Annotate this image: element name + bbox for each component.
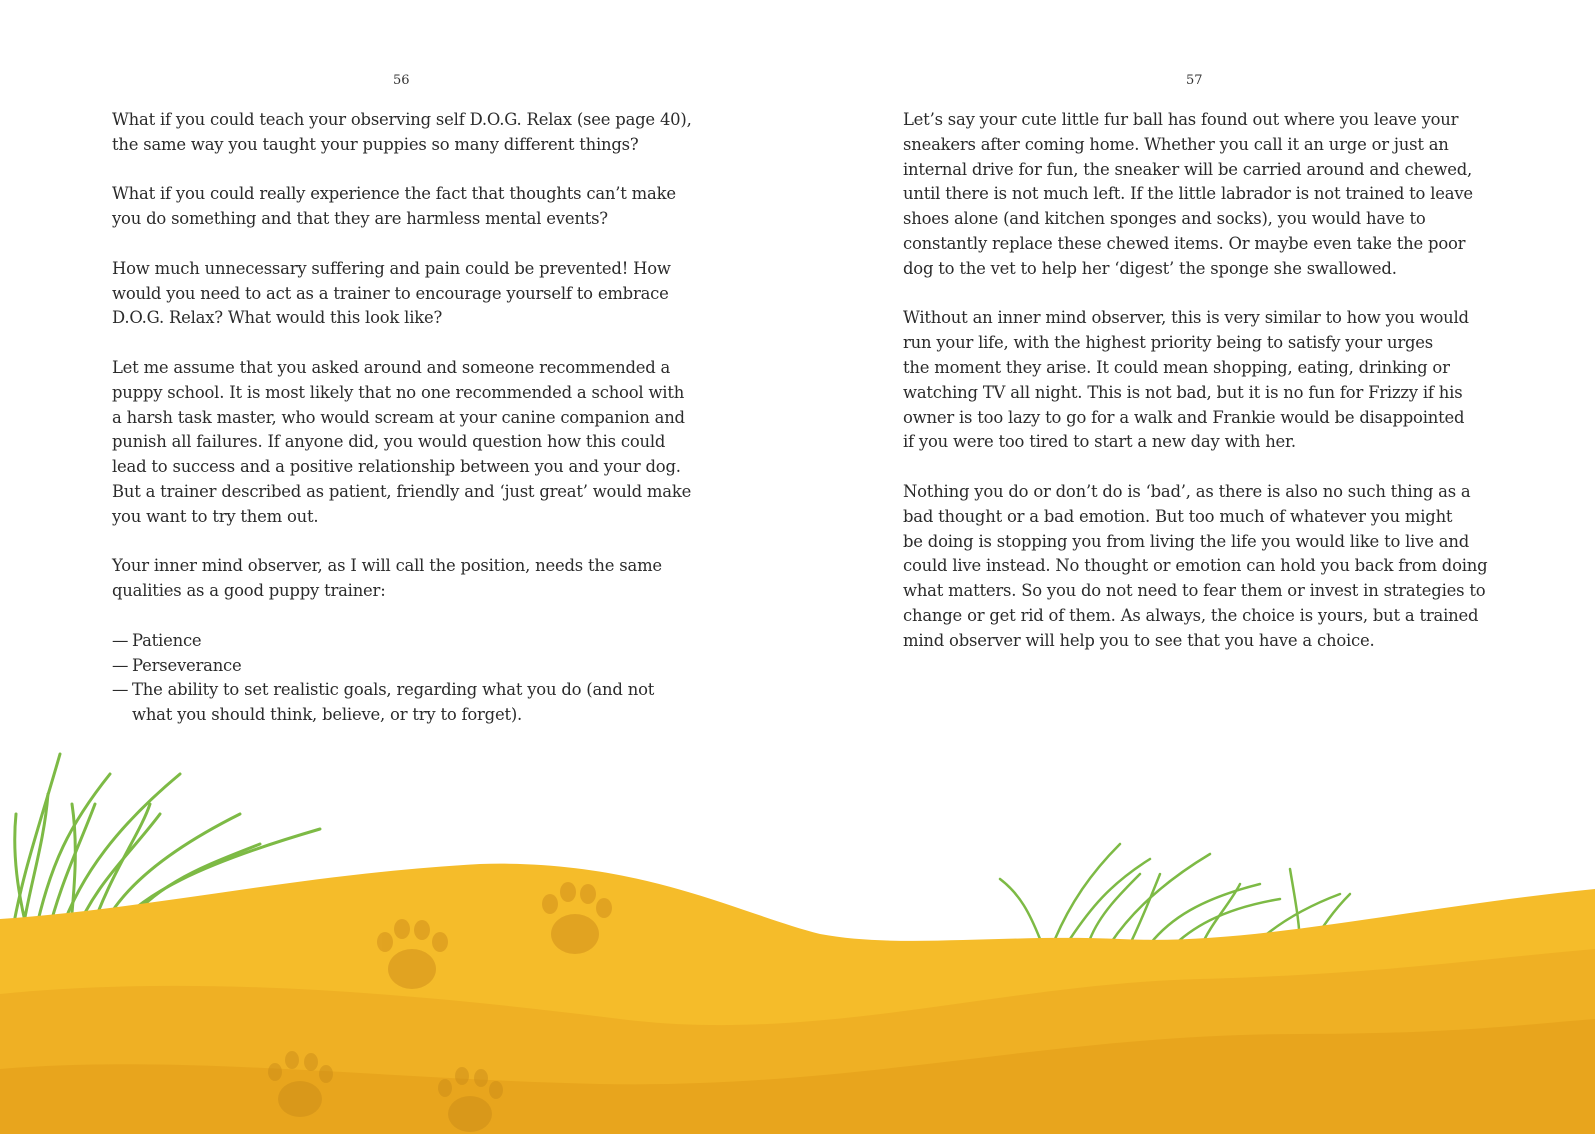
paragraph: How much unnecessary suffering and pain could be prevented! How would you need to act as a trainer to encourage yourself to embrace D.O.G. Relax? What would this look like? — [112, 258, 671, 328]
left-page-text — [112, 108, 697, 728]
paragraph: What if you could teach your observing self D.O.G. Relax (see page 40), the same way you taught your puppies so many different things? — [112, 110, 692, 154]
right-page-text — [903, 108, 1488, 678]
qualities-list — [112, 629, 697, 728]
paragraph: Without an inner mind observer, this is very similar to how you would run your life, with the highest priority being to satisfy your urges the moment they arise. It could mean shopping, eating, drinking or watching TV all night. This is not bad, but it is no fun for Frizzy if his owner is too lazy to go for a walk and Frankie would be disappointed if you were too tired to start a new day with her. — [903, 308, 1469, 452]
page-number-left: 56 — [393, 73, 410, 88]
sand-dune-illustration — [0, 734, 1595, 1134]
paragraph: Nothing you do or don’t do is ‘bad’, as there is also no such thing as a bad thought or a bad emotion. But too much of whatever you might be doing is stopping you from living the life you would like to live and could live instead. No thought or emotion can hold you back from doing what matters. So you do not need to fear them or invest in strategies to change or get rid of them. As always, the choice is yours, but a trained mind observer will help you to see that you have a choice. — [903, 481, 1488, 650]
paragraph: Let’s say your cute little fur ball has found out where you leave your sneakers after coming home. Whether you call it an urge or just an internal drive for fun, the sneaker will be carried around and chewed, until there is not much left. If the little labrador is not trained to leave shoes alone (and kitchen sponges and socks), you would have to constantly replace these chewed items. Or maybe even take the poor dog to the vet to help her ‘digest’ the sponge she swallowed. — [903, 110, 1473, 278]
paragraph: Let me assume that you asked around and someone recommended a puppy school. It is most likely that no one recommended a school with a harsh task master, who would scream at your canine companion and punish all failures. If anyone did, you would question how this could lead to success and a positive relationship between you and your dog. But a trainer described as patient, friendly and ‘just great’ would make you want to try them out. — [112, 357, 692, 526]
paragraph: What if you could really experience the fact that thoughts can’t make you do something and that they are harmless mental events? — [112, 184, 676, 229]
list-item: — The ability to set realistic goals, regarding what you do (and not what you should think, believe, or try to forget). — [112, 678, 697, 728]
paragraph: Your inner mind observer, as I will call the position, needs the same qualities as a good puppy trainer: — [112, 556, 662, 601]
list-item: — Patience — [112, 629, 697, 654]
list-item: — Perseverance — [112, 654, 697, 679]
page-number-right: 57 — [1186, 73, 1203, 88]
